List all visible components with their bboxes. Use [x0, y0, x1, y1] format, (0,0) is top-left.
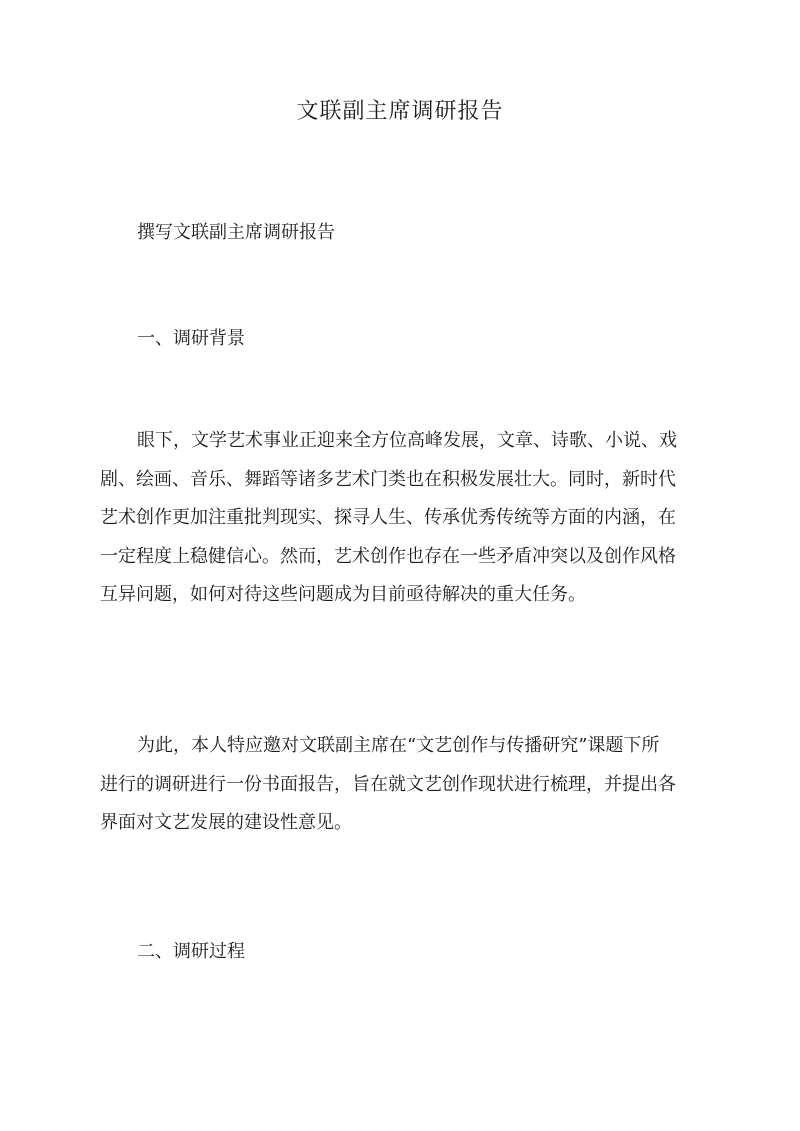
- paragraph-line: 界面对文艺发展的建设性意见。: [100, 812, 352, 833]
- paragraph-line: 剧、绘画、音乐、舞蹈等诸多艺术门类也在积极发展壮大。同时，新时代: [100, 468, 676, 490]
- paragraph-line: 眼下，文学艺术事业正迎来全方位高峰发展，文章、诗歌、小说、戏: [137, 430, 677, 451]
- paragraph-line: 艺术创作更加注重批判现实、探寻人生、传承优秀传统等方面的内涵，在: [100, 507, 676, 528]
- page-title: 文联副主席调研报告: [296, 99, 504, 124]
- paragraph-line: 互异问题，如何对待这些问题成为目前亟待解决的重大任务。: [100, 584, 586, 605]
- section-heading-background: 一、调研背景: [137, 328, 245, 349]
- paragraph-line: 一定程度上稳健信心。然而，艺术创作也存在一些矛盾冲突以及创作风格: [100, 545, 676, 567]
- paragraph-purpose: [100, 727, 707, 843]
- paragraph-background: [100, 422, 707, 615]
- paragraph-line: 为此，本人特应邀对文联副主席在“文艺创作与传播研究”课题下所: [137, 735, 660, 756]
- subtitle: 撰写文联副主席调研报告: [137, 222, 335, 243]
- paragraph-line: 进行的调研进行一份书面报告，旨在就文艺创作现状进行梳理，并提出各: [100, 773, 676, 795]
- section-heading-process: 二、调研过程: [137, 941, 245, 962]
